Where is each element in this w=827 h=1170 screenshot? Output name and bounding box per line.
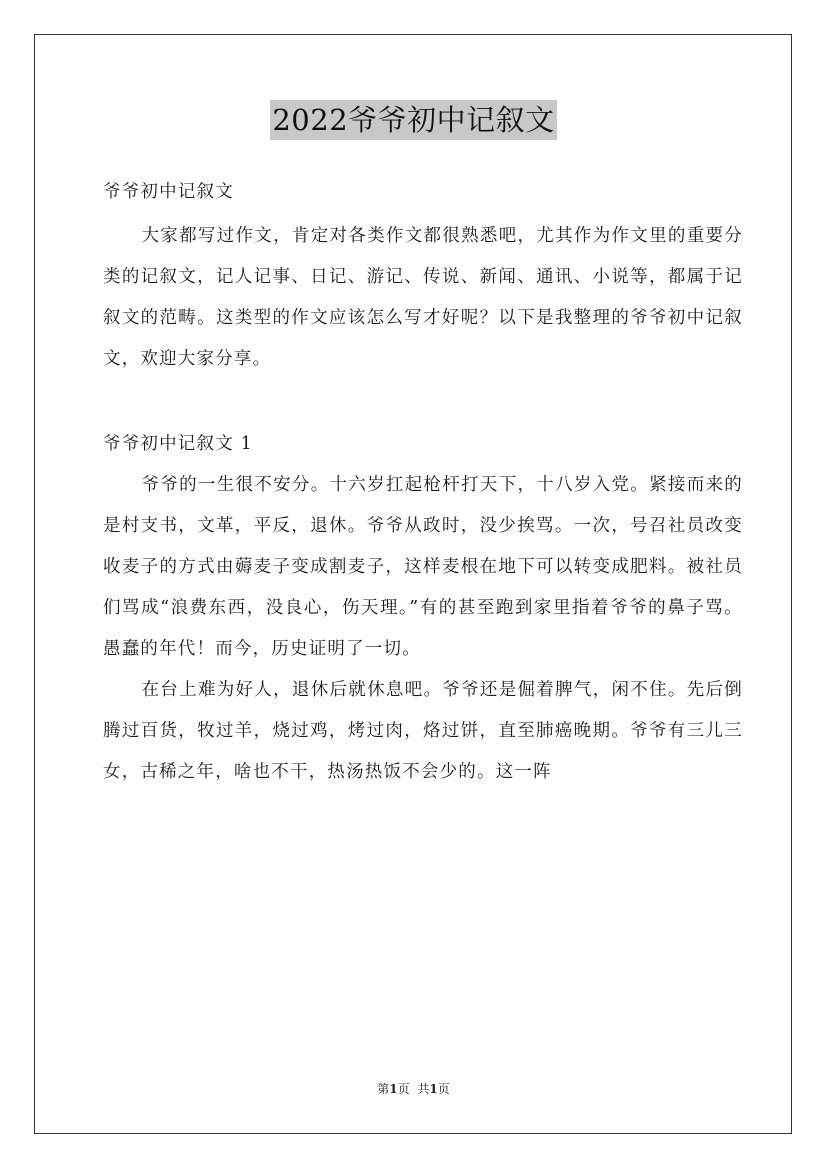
body-paragraph: 爷爷的一生很不安分。十六岁扛起枪杆打天下，十八岁入党。紧接而来的是村支书，文革，平反，退休。爷爷从政时，没少挨骂。一次，号召社员改变收麦子的方式由薅麦子变成割麦子，这样麦根在地下可以转变成肥料。被社员们骂成“浪费东西，没良心，伤天理。”有的甚至跑到家里指着爷爷的鼻子骂。愚蠢的年代！而今，历史证明了一切。 [103,475,743,659]
page-footer [0,1081,827,1097]
footer-total-suffix: 页 [437,1082,450,1096]
footer-total-prefix: 共 [417,1082,430,1096]
document-body [103,172,743,793]
footer-total-number: 1 [429,1082,438,1096]
footer-page-suffix: 页 [397,1082,410,1096]
section-heading: 爷爷初中记叙文 1 [103,434,253,454]
footer-page-number: 1 [389,1082,398,1096]
document-subtitle: 爷爷初中记叙文 [103,182,234,202]
intro-paragraph: 大家都写过作文，肯定对各类作文都很熟悉吧，尤其作为作文里的重要分类的记叙文，记人记事、日记、游记、传说、新闻、通讯、小说等，都属于记叙文的范畴。这类型的作文应该怎么写才好呢？以下是我整理的爷爷初中记叙文，欢迎大家分享。 [103,226,743,369]
footer-page-prefix: 第 [377,1082,390,1096]
document-title: 2022爷爷初中记叙文 [270,100,556,140]
body-paragraph: 在台上难为好人，退休后就休息吧。爷爷还是倔着脾气，闲不住。先后倒腾过百货，牧过羊，烧过鸡，烤过肉，烙过饼，直至肺癌晚期。爷爷有三儿三女，古稀之年，啥也不干，热汤热饭不会少的。这一阵 [103,680,743,782]
title-container [0,100,827,140]
section-gap [103,380,743,424]
